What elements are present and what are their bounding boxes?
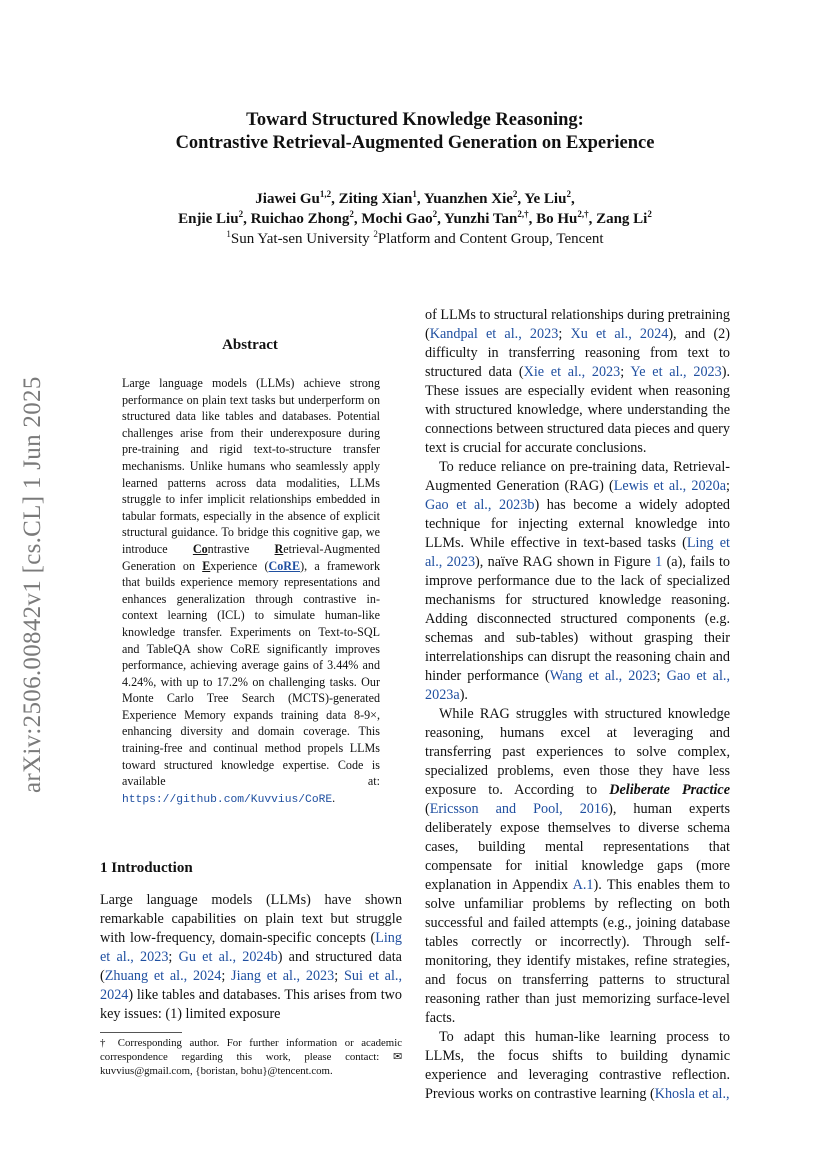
affiliations: $^1$Sun Yat-sen University $^2$Platform and Content Group, Tencent xyxy=(226,229,604,247)
code-url-link[interactable]: https://github.com/Kuvvius/CoRE xyxy=(122,793,333,806)
citation-link[interactable]: Xu et al., 2024 xyxy=(570,326,669,342)
arxiv-identifier: arXiv:2506.00842v1 [cs.CL] 1 Jun 2025 xyxy=(19,376,46,794)
emphasis-text: Deliberate Practice xyxy=(609,782,730,798)
citation-link[interactable]: Kandpal et al., 2023 xyxy=(429,326,559,342)
citation-link[interactable]: Wang et al., 2023 xyxy=(549,668,657,684)
citation-link[interactable]: Ling et al., 2023 xyxy=(100,930,402,965)
citation-link[interactable]: Ericsson and Pool, 2016 xyxy=(429,801,609,817)
citation-link[interactable]: Sui et al., 2024 xyxy=(100,968,402,1003)
abstract-heading: Abstract xyxy=(222,337,278,353)
citation-link[interactable]: Xie et al., 2023 xyxy=(523,364,621,380)
citation-link[interactable]: Khosla et al., xyxy=(654,1086,730,1102)
citation-link[interactable]: Zhuang et al., 2024 xyxy=(104,968,222,984)
figure-ref-link[interactable]: 1 xyxy=(655,554,663,570)
section-heading-introduction: 1 Introduction xyxy=(100,860,193,876)
citation-link[interactable]: Jiang et al., 2023 xyxy=(231,968,335,984)
footnote-rule xyxy=(100,1032,182,1033)
author-line: Enjie Liu$^2$, Ruichao Zhong$^2$, Mochi Gao$^2$, Yunzhi Tan$^{2,\dagger}$, Bo $Hu^{2,\dagger}$, Zang Li$^2$ xyxy=(178,209,652,227)
right-column xyxy=(425,306,730,1104)
intro-paragraph: To adapt this human-like learning process to LLMs, the focus shifts to building dynamic experience and leveraging contrastive reflection. Previous works on contrastive learning (Khosla et al., xyxy=(425,1029,730,1102)
intro-paragraph: of LLMs to structural relationships during pretraining (Kandpal et al., 2023; Xu et al., 2024), and (2) difficulty in transferring reasoning from text to structured data (Xie et al., 2023; Ye et al., 2023). These issues are especially evident when reasoning with structured knowledge, where understanding the connections between structured data pieces and query text is crucial for accurate conclusions. xyxy=(425,307,731,456)
author-line: Jiawei Gu$^{1,2}$, Ziting Xian$^1$, Yuanzhen Xie$^2$, Ye Liu$^2$, xyxy=(255,189,575,207)
title-line: Contrastive Retrieval-Augmented Generation on Experience xyxy=(175,133,655,153)
citation-link[interactable]: Gao et al., 2023b xyxy=(425,497,535,513)
citation-link[interactable]: Gu et al., 2024b xyxy=(178,949,278,965)
citation-link[interactable]: Gao et al., 2023a xyxy=(425,668,731,703)
intro-paragraph: While RAG struggles with structured knowledge reasoning, humans excel at leveraging and transferring past experiences to solve complex, specialized problems, even those they have less exposure to. According to Deliberate Practice (Ericsson and Pool, 2016), human experts deliberately expose themselves to diverse schema cases, building mental representations that compensate for initial knowledge gaps (more explanation in Appendix A.1). This enables them to solve unfamiliar problems by reflecting on both successful and failed attempts (e.g., joining database tables correctly or incorrectly). Through self-monitoring, they identify mistakes, refine strategies, and focus on transferring patterns to structural reasoning rather than just memorizing surface-level facts. xyxy=(425,706,731,1026)
abstract-text: Large language models (LLMs) achieve strong performance on plain text tasks but underperform on structured data like tables and databases. Potential challenges arise from their underexposure during pre-training and rigid text-to-structure transfer mechanisms. Unlike humans who seamlessly apply learned patterns across data modalities, LLMs struggle to infer implicit relationships embedded in tabular formats, especially in the absence of explicit structural guidance. To bridge this cognitive gap, we introduce Contrastive Retrieval-Augmented Generation on Experience (CoRE), a framework that builds experience memory representations and enhances generalization through contrastive in-context learning (ICL) to simulate human-like knowledge transfer. Experiments on Text-to-SQL and TableQA show CoRE significantly improves performance, achieving average gains of 3.44% and 4.24%, with up to 17.2% on challenging tasks. Our Monte Carlo Tree Search (MCTS)-generated Experience Memory expands training data 8-9×, enhancing diversity and domain coverage. This training-free and continual method propels LLMs toward structured knowledge expertise. Code is available at: https://github.com/Kuvvius/CoRE. xyxy=(122,376,380,806)
citation-link[interactable]: Lewis et al., 2020a xyxy=(613,478,727,494)
intro-paragraph: To reduce reliance on pre-training data, Retrieval-Augmented Generation (RAG) (Lewis et al., 2020a; Gao et al., 2023b) has become a widely adopted technique for injecting external knowledge into LLMs. While effective in text-based tasks (Ling et al., 2023), naïve RAG shown in Figure 1 (a), fails to improve performance due to the lack of specialized mechanisms for structured knowledge reasoning. Adding disconnected structured components (e.g. schemas and sub-tables) without grasping their interrelationships can disrupt the reasoning chain and hinder performance (Wang et al., 2023; Gao et al., 2023a). xyxy=(425,459,731,703)
appendix-ref-link[interactable]: A.1 xyxy=(572,877,594,893)
core-link[interactable]: CoRE xyxy=(268,558,301,573)
title-line: Toward Structured Knowledge Reasoning: xyxy=(246,110,584,130)
citation-link[interactable]: Ling et al., 2023 xyxy=(425,535,730,570)
citation-link[interactable]: Ye et al., 2023 xyxy=(630,364,722,380)
intro-paragraph: Large language models (LLMs) have shown remarkable capabilities on plain text but struggle with low-frequency, domain-specific concepts (Ling et al., 2023; Gu et al., 2024b) and structured data (Zhuang et al., 2024; Jiang et al., 2023; Sui et al., 2024) like tables and databases. This arises from two key issues: (1) limited exposure xyxy=(100,892,402,1022)
footnote: † Corresponding author. For further information or academic correspondence regarding this work, please contact: ✉ kuvvius@gmail.com, {boristan, bohu}@tencent.com. xyxy=(100,1037,402,1077)
